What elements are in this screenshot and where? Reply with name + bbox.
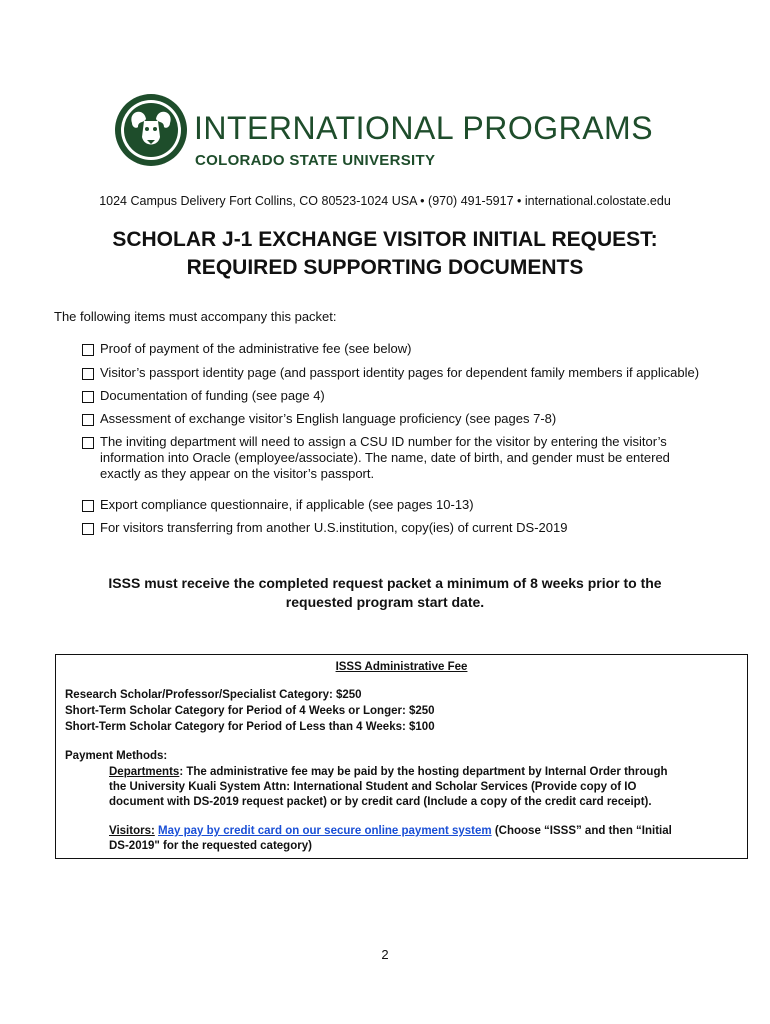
checklist-item xyxy=(82,497,722,513)
visitors-line-1 xyxy=(109,825,672,837)
checkbox[interactable] xyxy=(82,500,94,512)
checkbox[interactable] xyxy=(82,344,94,356)
ram-head-logo-icon xyxy=(114,93,188,167)
checklist-item xyxy=(82,365,722,381)
title-line-2: REQUIRED SUPPORTING DOCUMENTS xyxy=(186,256,584,279)
departments-line-1 xyxy=(109,766,668,778)
university-name: COLORADO STATE UNIVERSITY xyxy=(195,152,436,169)
notice-line-2: requested program start date. xyxy=(285,594,485,610)
notice-line-1: ISSS must receive the completed request packet a minimum of 8 weeks prior to the xyxy=(108,575,662,591)
page-number: 2 xyxy=(381,947,389,962)
fee-title: ISSS Administrative Fee xyxy=(335,661,468,673)
checklist-label: Proof of payment of the administrative fee (see below) xyxy=(100,341,412,356)
departments-text: : The administrative fee may be paid by the hosting department by Internal Order through xyxy=(179,766,668,778)
checklist-label: Assessment of exchange visitor’s English language proficiency (see pages 7-8) xyxy=(100,411,557,426)
departments-label: Departments xyxy=(109,766,180,778)
checklist-item xyxy=(82,388,722,404)
checklist-label: Export compliance questionnaire, if applicable (see pages 10-13) xyxy=(100,497,474,512)
visitors-line-2: DS-2019" for the requested category) xyxy=(109,840,312,852)
checkbox[interactable] xyxy=(82,414,94,426)
fee-box xyxy=(55,654,748,859)
org-name: INTERNATIONAL PROGRAMS xyxy=(194,110,654,146)
fee-research: Research Scholar/Professor/Specialist Category: $250 xyxy=(65,689,362,701)
checklist-item xyxy=(82,341,722,357)
checklist-label: The inviting department will need to assign a CSU ID number for the visitor by entering the visitor’s information into Oracle (employee/associate). The name, date of birth, and gender must be entered exactly as they appear on the visitor’s passport. xyxy=(100,434,670,481)
deadline-notice xyxy=(0,574,770,612)
departments-line-2: the University Kuali System Attn: International Student and Scholar Services (Provide copy of IO xyxy=(109,781,637,793)
checklist-label: For visitors transferring from another U.S.institution, copy(ies) of current DS-2019 xyxy=(100,520,568,535)
visitors-text: (Choose “ISSS” and then “Initial xyxy=(491,825,672,837)
checklist-item xyxy=(82,411,722,427)
departments-line-3: document with DS-2019 request packet) or by credit card (Include a copy of the credit card receipt). xyxy=(109,796,652,808)
checklist-item xyxy=(82,520,722,536)
payment-methods-label: Payment Methods: xyxy=(65,750,168,762)
checklist-label: Documentation of funding (see page 4) xyxy=(100,388,325,403)
checklist-label: Visitor’s passport identity page (and passport identity pages for dependent family members if applicable) xyxy=(100,365,700,380)
title-line-1: SCHOLAR J-1 EXCHANGE VISITOR INITIAL REQUEST: xyxy=(112,228,658,251)
visitors-label: Visitors: xyxy=(109,825,155,837)
checkbox[interactable] xyxy=(82,523,94,535)
intro-text: The following items must accompany this packet: xyxy=(54,309,337,324)
checkbox[interactable] xyxy=(82,368,94,380)
checklist-item xyxy=(82,434,687,482)
checkbox[interactable] xyxy=(82,391,94,403)
fee-short-long: Short-Term Scholar Category for Period of 4 Weeks or Longer: $250 xyxy=(65,705,435,717)
page-title xyxy=(0,226,770,282)
fee-short-short: Short-Term Scholar Category for Period of Less than 4 Weeks: $100 xyxy=(65,721,435,733)
payment-system-link[interactable]: May pay by credit card on our secure online payment system xyxy=(158,825,492,837)
address-line: 1024 Campus Delivery Fort Collins, CO 80523-1024 USA • (970) 491-5917 • international.colostate.edu xyxy=(99,194,671,208)
checkbox[interactable] xyxy=(82,437,94,449)
